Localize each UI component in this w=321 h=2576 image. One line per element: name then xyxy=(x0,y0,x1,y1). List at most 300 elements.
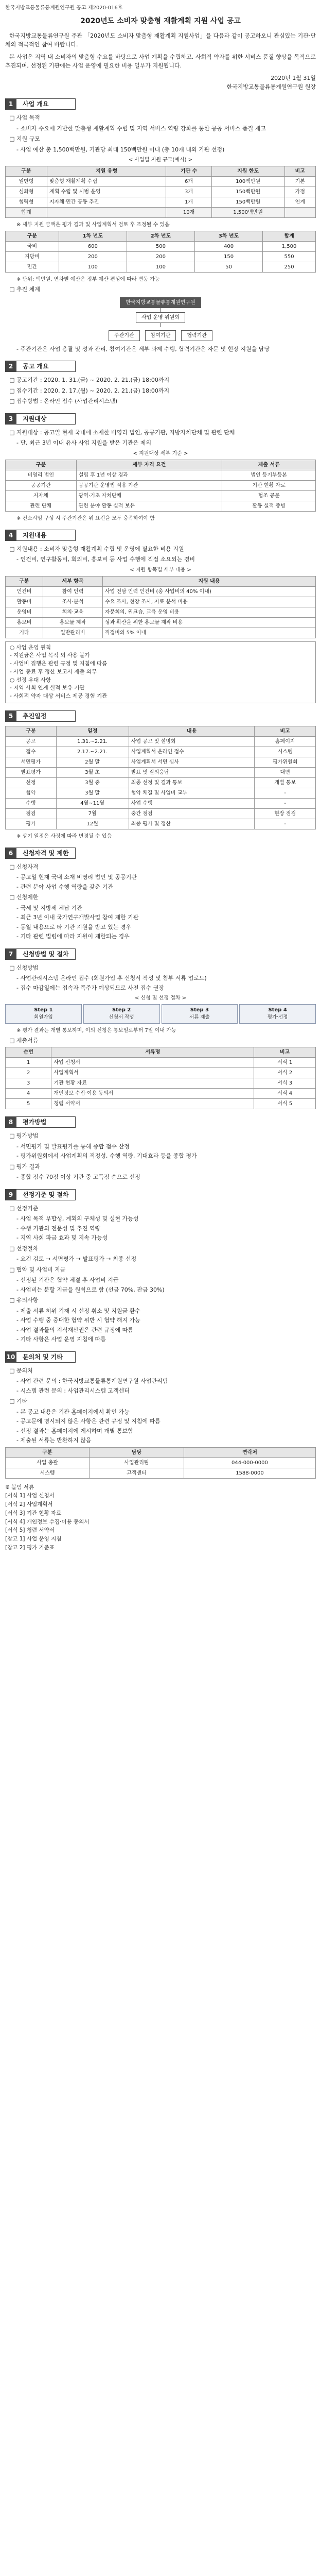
contact-table xyxy=(5,1447,316,1479)
step-title: Step 2 xyxy=(112,1007,131,1013)
bullet-text: - 최근 3년 이내 국가연구개발사업 참여 제한 기관 xyxy=(16,914,139,921)
table-row xyxy=(6,470,316,480)
info-line: ○ 선정 우대 사항 xyxy=(10,676,51,683)
table-cell: 지자체·민간 공동 추진 xyxy=(47,197,166,208)
bullet-text: - 서면평가 및 발표평가를 통해 종합 점수 산정 xyxy=(16,1143,130,1150)
table-cell: 사업 총괄 xyxy=(6,1458,90,1468)
table-header: 비고 xyxy=(255,726,316,736)
table-cell: 사업 신청서 xyxy=(51,1058,254,1068)
table-note: ※ 컨소시엄 구성 시 주관기관은 위 요건을 모두 충족하여야 함 xyxy=(16,515,155,521)
section-5-header xyxy=(5,710,316,722)
section-number: 8 xyxy=(5,1116,16,1128)
schedule-table xyxy=(5,726,316,829)
section-title: 사업 개요 xyxy=(16,98,76,110)
document-title: 2020년도 소비자 맞춤형 재활계획 지원 사업 공고 xyxy=(80,17,241,25)
bullet: □ 신청방법 xyxy=(9,964,39,971)
bullet: □ 협약 및 사업비 지급 xyxy=(9,1266,66,1273)
table-cell: 사업 전담 인력 인건비 (총 사업비의 40% 이내) xyxy=(102,586,315,597)
table-cell: 3 xyxy=(6,1078,51,1089)
table-cell: 1588-0000 xyxy=(184,1468,315,1478)
table-cell: 최종 평가 및 정산 xyxy=(129,819,255,829)
info-line: - 사업비 집행은 관련 규정 및 지침에 따름 xyxy=(10,660,108,667)
table-cell: 시스템 xyxy=(6,1468,90,1478)
process-step xyxy=(83,1004,160,1023)
bullet: □ 선정기준 xyxy=(9,1205,39,1212)
table-cell: 중간 점검 xyxy=(129,808,255,819)
table-cell: 사업계획서 서면 심사 xyxy=(129,757,255,767)
table-header: 순번 xyxy=(6,1047,51,1058)
table-header: 지원 한도 xyxy=(211,166,284,177)
table-cell: 6개 xyxy=(166,177,211,187)
table-row xyxy=(6,607,316,617)
bullet: □ 지원대상 : 공고일 현재 국내에 소재한 비영리 법인, 공공기관, 지방자치단체 및 관련 단체 xyxy=(9,429,235,436)
bullet: □ 기타 xyxy=(9,1398,28,1404)
table-cell: 공공기관 운영법 적용 기관 xyxy=(76,480,222,490)
attachment-item[interactable]: [참고 2] 평가 기준표 xyxy=(5,1544,55,1551)
table-header: 세부 자격 요건 xyxy=(76,460,222,470)
table-cell: 3개 xyxy=(166,187,211,197)
table-cell: 서식 3 xyxy=(254,1078,316,1089)
table-cell: 서식 4 xyxy=(254,1089,316,1099)
diagram-box: 사업 운영 위원회 xyxy=(136,312,185,323)
bullet-text: - 공고문에 명시되지 않은 사항은 관련 규정 및 지침에 따름 xyxy=(16,1418,160,1425)
table-cell: 협력형 xyxy=(6,197,47,208)
attachment-item[interactable]: [서식 1] 사업 신청서 xyxy=(5,1493,55,1499)
table-row xyxy=(6,628,316,638)
bullet-text: - 제출된 서류는 반환하지 않음 xyxy=(16,1437,92,1444)
table-cell: 발표 및 질의응답 xyxy=(129,767,255,777)
announcement-date: 2020년 1월 31일 xyxy=(271,75,316,81)
section-9-header xyxy=(5,1189,316,1200)
table-cell: 12월 xyxy=(56,819,129,829)
table-row xyxy=(6,252,316,262)
table-cell: 현장 점검 xyxy=(255,808,316,819)
table-cell: 공고 xyxy=(6,736,57,747)
bullet-text: - 사업비는 분할 지급을 원칙으로 함 (선금 70%, 잔금 30%) xyxy=(16,1286,165,1293)
bullet-text: - 인건비, 연구활동비, 회의비, 홍보비 등 사업 수행에 직접 소요되는 경비 xyxy=(16,556,195,563)
step-desc: 평가·선정 xyxy=(267,1014,288,1021)
bullet-text: - 관련 분야 사업 수행 역량을 갖춘 기관 xyxy=(16,883,113,890)
bullet-text: - 국세 및 지방세 체납 기관 xyxy=(16,904,82,911)
intro-paragraph: 한국지방교통물류연구원 주관 「2020년도 소비자 맞춤형 재활계획 지원사업」을 다음과 같이 공고하오니 관심있는 기관·단체의 적극적인 참여 바랍니다. xyxy=(5,32,316,48)
table-cell: 일반관리비 xyxy=(43,628,102,638)
info-line: - 지역 사회 연계 실적 보유 기관 xyxy=(10,685,85,691)
bullet: □ 문의처 xyxy=(9,1367,33,1374)
table-row xyxy=(6,187,316,197)
bullet-text: - 사업관리시스템 온라인 접수 (회원가입 후 신청서 작성 및 첨부 서류 업로드) xyxy=(16,975,207,982)
process-note: ※ 평가 결과는 개별 통보하며, 이의 신청은 통보일로부터 7일 이내 가능 xyxy=(16,1027,176,1033)
table-cell: 7월 xyxy=(56,808,129,819)
table-cell: 관련 단체 xyxy=(6,501,77,511)
table-cell: 1개 xyxy=(166,197,211,208)
table-row xyxy=(6,1468,316,1478)
table-cell: 50 xyxy=(195,262,263,273)
bullet-text: - 기타 관련 법령에 따라 지원이 제한되는 경우 xyxy=(16,933,130,940)
table-cell: - xyxy=(255,819,316,829)
table-cell xyxy=(284,208,315,218)
bullet-text: - 요건 검토 → 서면평가 → 발표평가 → 최종 선정 xyxy=(16,1256,137,1262)
table-cell: 조사·분석 xyxy=(43,597,102,607)
table-header: 지원 내용 xyxy=(102,576,315,586)
table-cell: 대면 xyxy=(255,767,316,777)
table-cell: 관련 분야 활동 실적 보유 xyxy=(76,501,222,511)
bullet-text: - 본 공고 내용은 기관 홈페이지에서 확인 가능 xyxy=(16,1408,130,1415)
section-number: 4 xyxy=(5,530,16,541)
table-cell: 활동비 xyxy=(6,597,43,607)
table-cell: 서식 1 xyxy=(254,1058,316,1068)
bullet: □ 공고기간 : 2020. 1. 31.(금) ~ 2020. 2. 21.(금) 18:00까지 xyxy=(9,377,170,383)
section-number: 3 xyxy=(5,413,16,425)
section-title: 추진일정 xyxy=(16,710,76,722)
table-cell: 연계 xyxy=(284,197,315,208)
attachment-item[interactable]: [서식 5] 청렴 서약서 xyxy=(5,1527,55,1534)
table-header: 구분 xyxy=(6,166,47,177)
table-cell: 청렴 서약서 xyxy=(51,1099,254,1109)
budget-table xyxy=(5,231,316,273)
table-cell: - xyxy=(255,798,316,808)
table-row xyxy=(6,597,316,607)
process-steps xyxy=(5,1004,316,1023)
attachment-item[interactable]: [서식 3] 기관 현황 자료 xyxy=(5,1510,62,1516)
bullet: □ 신청자격 xyxy=(9,863,39,870)
table-row xyxy=(6,1078,316,1089)
step-title: Step 4 xyxy=(268,1007,287,1013)
process-caption: < 신청 및 선정 절차 > xyxy=(134,995,187,1002)
section-number: 5 xyxy=(5,710,16,722)
bullet: □ 지원내용 : 소비자 맞춤형 재활계획 수립 및 운영에 필요한 비용 지원 xyxy=(9,545,184,552)
table-cell: 3월 중 xyxy=(56,777,129,788)
table-header: 연락처 xyxy=(184,1447,315,1458)
table-cell: 발표평가 xyxy=(6,767,57,777)
table-header: 구분 xyxy=(6,726,57,736)
bullet-text: - 사업 결과물의 지식재산권은 관련 규정에 따름 xyxy=(16,1326,133,1333)
table-header: 서류명 xyxy=(51,1047,254,1058)
table-cell: 자문회의, 워크숍, 교육 운영 비용 xyxy=(102,607,315,617)
table-cell: 1,500 xyxy=(263,242,316,252)
table-cell: 광역·기초 자치단체 xyxy=(76,490,222,501)
table-cell: 사업관리팀 xyxy=(90,1458,184,1468)
table-caption: < 지원대상 세부 기준 > xyxy=(133,450,188,456)
table-row xyxy=(6,197,316,208)
bullet-text: - 사업 예산 총 1,500백만원, 기관당 최대 150백만원 이내 (총 10개 내외 기관 선정) xyxy=(16,146,225,153)
table-row xyxy=(6,767,316,777)
table-cell: 서식 5 xyxy=(254,1099,316,1109)
table-row xyxy=(6,208,316,218)
diagram-row xyxy=(109,330,212,341)
section-6-header xyxy=(5,848,316,859)
table-cell: 최종 선정 및 결과 통보 xyxy=(129,777,255,788)
table-row xyxy=(6,1099,316,1109)
section-number: 1 xyxy=(5,98,16,110)
step-title: Step 1 xyxy=(34,1007,53,1013)
diagram-connector xyxy=(160,323,161,327)
table-cell: 2 xyxy=(6,1068,51,1078)
table-cell: 선정 xyxy=(6,777,57,788)
bullet-text: - 사업 관련 문의 : 한국지방교통물류통계원연구원 사업관리팀 xyxy=(16,1378,168,1384)
table-cell: 서면평가 xyxy=(6,757,57,767)
table-header: 세부 항목 xyxy=(43,576,102,586)
table-cell: 협조 공문 xyxy=(222,490,316,501)
table-cell: 운영비 xyxy=(6,607,43,617)
table-caption: < 사업별 지원 규모(예시) > xyxy=(128,157,193,163)
section-7-header xyxy=(5,948,316,960)
bullet: □ 신청제한 xyxy=(9,894,39,901)
table-cell: 500 xyxy=(127,242,194,252)
table-cell: 150백만원 xyxy=(211,197,284,208)
table-cell: 5 xyxy=(6,1099,51,1109)
bullet-text: - 선정된 기관은 협약 체결 후 사업비 지급 xyxy=(16,1277,119,1283)
bullet: □ 사업 목적 xyxy=(9,114,40,121)
bullet-text: - 시스템 관련 문의 : 사업관리시스템 고객센터 xyxy=(16,1387,130,1394)
table-header: 일정 xyxy=(56,726,129,736)
table-cell: 합계 xyxy=(6,208,47,218)
table-row xyxy=(6,1068,316,1078)
table-cell: 시스템 xyxy=(255,747,316,757)
table-cell: - xyxy=(255,788,316,798)
table-row xyxy=(6,1058,316,1068)
table-cell: 2월 말 xyxy=(56,757,129,767)
section-title: 평가방법 xyxy=(16,1116,76,1128)
table-cell: 400 xyxy=(195,242,263,252)
section-4-header xyxy=(5,530,316,541)
table-note: ※ 세부 지원 금액은 평가 결과 및 사업계획서 검토 후 조정될 수 있음 xyxy=(16,222,170,228)
table-cell: 지자체 xyxy=(6,490,77,501)
intro-paragraph: 본 사업은 지역 내 소비자의 맞춤형 수요를 바탕으로 사업 계획을 수립하고, 사회적 약자를 위한 서비스 품질 향상을 목적으로 추진되며, 선정된 기관에는 사업 운영에 필요한 비용 일부가 지원됩니다. xyxy=(5,54,316,69)
table-row xyxy=(6,798,316,808)
table-header: 담당 xyxy=(90,1447,184,1458)
table-row xyxy=(6,747,316,757)
section-number: 2 xyxy=(5,361,16,372)
bullet: □ 제출서류 xyxy=(9,1037,39,1044)
table-cell: 200 xyxy=(127,252,194,262)
bullet-text: - 단, 최근 3년 이내 유사 사업 지원을 받은 기관은 제외 xyxy=(16,439,151,446)
attachment-item[interactable]: [참고 1] 사업 운영 지침 xyxy=(5,1536,62,1542)
table-cell: 평가 xyxy=(6,819,57,829)
table-row xyxy=(6,586,316,597)
table-cell: 서식 2 xyxy=(254,1068,316,1078)
table-row xyxy=(6,617,316,628)
bullet-text: - 동일 내용으로 타 기관 지원을 받고 있는 경우 xyxy=(16,923,132,930)
section-10-header xyxy=(5,1351,316,1363)
section-title: 지원내용 xyxy=(16,530,76,541)
table-cell: 3월 초 xyxy=(56,767,129,777)
table-cell: 일반형 xyxy=(6,177,47,187)
eligibility-table xyxy=(5,460,316,512)
table-cell: 설립 후 1년 이상 경과 xyxy=(76,470,222,480)
section-number: 7 xyxy=(5,948,16,960)
section-3-header xyxy=(5,413,316,425)
process-step xyxy=(5,1004,82,1023)
attachment-item[interactable]: [서식 4] 개인정보 수집·이용 동의서 xyxy=(5,1518,90,1525)
table-cell: 150백만원 xyxy=(211,187,284,197)
table-cell: 계획 수립 및 시범 운영 xyxy=(47,187,166,197)
table-row xyxy=(6,242,316,252)
table-header: 구분 xyxy=(6,576,43,586)
section-title: 공고 개요 xyxy=(16,361,76,372)
table-row xyxy=(6,777,316,788)
table-header: 제출 서류 xyxy=(222,460,316,470)
table-cell: 4월~11월 xyxy=(56,798,129,808)
table-cell: 점검 xyxy=(6,808,57,819)
table-header: 구분 xyxy=(6,1447,90,1458)
table-cell: 협약 xyxy=(6,788,57,798)
table-header: 2차 년도 xyxy=(127,231,194,242)
diagram-box: 한국지방교통물류통계원연구원 xyxy=(120,297,201,308)
table-caption: < 지원 항목별 세부 내용 > xyxy=(130,567,191,573)
table-cell: 사업 공고 및 설명회 xyxy=(129,736,255,747)
table-cell: 활동 실적 증빙 xyxy=(222,501,316,511)
table-cell: 1,500백만원 xyxy=(211,208,284,218)
table-cell: 접수 xyxy=(6,747,57,757)
bullet-text: - 제출 서류 허위 기재 시 선정 취소 및 지원금 환수 xyxy=(16,1307,140,1314)
section-1-header xyxy=(5,98,316,110)
table-cell: 250 xyxy=(263,262,316,273)
table-cell: 가점 xyxy=(284,187,315,197)
table-cell: 550 xyxy=(263,252,316,262)
table-cell: 맞춤형 재활계획 수립 xyxy=(47,177,166,187)
bullet: □ 추진 체계 xyxy=(9,286,40,293)
table-cell: 공공기관 xyxy=(6,480,77,490)
table-header: 합계 xyxy=(263,231,316,242)
table-cell: 200 xyxy=(59,252,127,262)
diagram-box: 협력기관 xyxy=(181,330,212,341)
issuing-org: 한국지방교통물류통계원연구원 원장 xyxy=(226,83,316,90)
table-note: ※ 상기 일정은 사정에 따라 변경될 수 있음 xyxy=(16,833,112,839)
table-cell: 비영리 법인 xyxy=(6,470,77,480)
table-header: 3차 년도 xyxy=(195,231,263,242)
bullet-text: - 공고일 현재 국내 소재 비영리 법인 및 공공기관 xyxy=(16,874,137,881)
info-box xyxy=(5,641,316,703)
table-header: 내용 xyxy=(129,726,255,736)
bullet: □ 지원 규모 xyxy=(9,135,40,142)
bullet-text: - 사업 수행 중 중대한 협약 위반 시 협약 해지 가능 xyxy=(16,1317,140,1324)
table-cell: 민간 xyxy=(6,262,59,273)
table-row xyxy=(6,1458,316,1468)
table-row xyxy=(6,1089,316,1099)
intro xyxy=(5,32,316,70)
table-header: 기관 수 xyxy=(166,166,211,177)
bullet-text: - 선정 결과는 홈페이지에 게시하며 개별 통보함 xyxy=(16,1427,133,1434)
table-row xyxy=(6,262,316,273)
table-cell: 4 xyxy=(6,1089,51,1099)
table-row xyxy=(6,501,316,511)
table-header: 구분 xyxy=(6,231,59,242)
table-cell: 100백만원 xyxy=(211,177,284,187)
diagram-connector xyxy=(160,308,161,312)
table-cell: 법인 등기부등본 xyxy=(222,470,316,480)
table-cell: 기본 xyxy=(284,177,315,187)
table-cell: 사업계획서 온라인 접수 xyxy=(129,747,255,757)
table-header: 지원 유형 xyxy=(47,166,166,177)
process-step xyxy=(239,1004,316,1023)
org-diagram xyxy=(5,297,316,341)
table-cell: 참여 인력 xyxy=(43,586,102,597)
table-row xyxy=(6,480,316,490)
table-cell: 직접비의 5% 이내 xyxy=(102,628,315,638)
step-desc: 신청서 작성 xyxy=(109,1014,134,1021)
table-cell: 회의·교육 xyxy=(43,607,102,617)
table-row xyxy=(6,490,316,501)
info-line: - 지원금은 사업 목적 외 사용 불가 xyxy=(10,652,90,659)
bullet-text: - 주관기관은 사업 총괄 및 성과 관리, 참여기관은 세부 과제 수행, 협력기관은 자문 및 현장 지원을 담당 xyxy=(16,345,270,352)
bullet-text: - 소비자 수요에 기반한 맞춤형 재활계획 수립 및 지역 서비스 역량 강화를 통한 공공 서비스 품질 제고 xyxy=(16,125,266,132)
bullet-text: - 수행 기관의 전문성 및 추진 역량 xyxy=(16,1225,101,1232)
table-cell xyxy=(47,208,166,218)
step-desc: 서류 제출 xyxy=(189,1014,210,1021)
diagram-box: 참여기관 xyxy=(145,330,176,341)
attachments-title: ※ 붙임 서류 xyxy=(5,1484,34,1490)
table-cell: 협약 체결 및 사업비 교부 xyxy=(129,788,255,798)
bullet: □ 평가 결과 xyxy=(9,1163,40,1170)
table-cell: 개인정보 수집·이용 동의서 xyxy=(51,1089,254,1099)
table-cell: 국비 xyxy=(6,242,59,252)
attachment-item[interactable]: [서식 2] 사업계획서 xyxy=(5,1501,53,1507)
process-step xyxy=(162,1004,238,1023)
section-number: 9 xyxy=(5,1189,16,1200)
announcement-page xyxy=(5,0,316,1565)
table-cell: 기관 현황 자료 xyxy=(51,1078,254,1089)
table-cell: 홈페이지 xyxy=(255,736,316,747)
bullet-text: - 종합 점수 70점 이상 기관 중 고득점 순으로 선정 xyxy=(16,1174,140,1180)
support-scale-table xyxy=(5,166,316,218)
table-cell: 600 xyxy=(59,242,127,252)
bullet-text: - 평가위원회에서 사업계획의 적정성, 수행 역량, 기대효과 등을 종합 평가 xyxy=(16,1153,197,1159)
bullet: □ 접수방법 : 온라인 접수 (사업관리시스템) xyxy=(9,398,118,404)
attachments xyxy=(5,1484,316,1552)
bullet-text: - 접수 마감일에는 접속자 폭주가 예상되므로 사전 접수 권장 xyxy=(16,984,164,991)
table-cell: 기관 현황 자료 xyxy=(222,480,316,490)
reference-number: 한국지방교통물류통계원연구원 공고 제2020-016호 xyxy=(5,5,123,11)
section-title: 선정기준 및 절차 xyxy=(16,1189,76,1200)
table-row xyxy=(6,808,316,819)
section-title: 신청자격 및 제한 xyxy=(16,848,76,859)
table-cell: 수행 xyxy=(6,798,57,808)
table-cell: 홍보비 xyxy=(6,617,43,628)
table-header: 1차 년도 xyxy=(59,231,127,242)
section-number: 6 xyxy=(5,848,16,859)
bullet: □ 평가방법 xyxy=(9,1132,39,1139)
table-cell: 심화형 xyxy=(6,187,47,197)
table-cell: 홍보물 제작 xyxy=(43,617,102,628)
table-cell: 인건비 xyxy=(6,586,43,597)
table-row xyxy=(6,736,316,747)
table-row xyxy=(6,819,316,829)
documents-table xyxy=(5,1047,316,1109)
table-note: ※ 단위: 백만원, 연차별 예산은 정부 예산 편성에 따라 변동 가능 xyxy=(16,277,160,282)
table-cell: 기타 xyxy=(6,628,43,638)
table-cell: 수요 조사, 현장 조사, 자료 분석 비용 xyxy=(102,597,315,607)
table-cell: 100 xyxy=(127,262,194,273)
table-cell: 100 xyxy=(59,262,127,273)
table-cell: 150 xyxy=(195,252,263,262)
section-8-header xyxy=(5,1116,316,1128)
table-cell: 044-000-0000 xyxy=(184,1458,315,1468)
support-items-table xyxy=(5,576,316,638)
bullet: □ 접수기간 : 2020. 2. 17.(월) ~ 2020. 2. 21.(금) 18:00까지 xyxy=(9,387,170,394)
table-cell: 성과 확산을 위한 홍보물 제작 비용 xyxy=(102,617,315,628)
section-title: 지원대상 xyxy=(16,413,76,425)
step-desc: 회원가입 xyxy=(34,1014,53,1021)
step-title: Step 3 xyxy=(190,1007,209,1013)
table-header: 비고 xyxy=(284,166,315,177)
section-title: 신청방법 및 절차 xyxy=(16,948,76,960)
table-cell: 고객센터 xyxy=(90,1468,184,1478)
table-row xyxy=(6,757,316,767)
table-cell: 10개 xyxy=(166,208,211,218)
table-cell: 평가위원회 xyxy=(255,757,316,767)
table-header: 비고 xyxy=(254,1047,316,1058)
table-cell: 3월 말 xyxy=(56,788,129,798)
